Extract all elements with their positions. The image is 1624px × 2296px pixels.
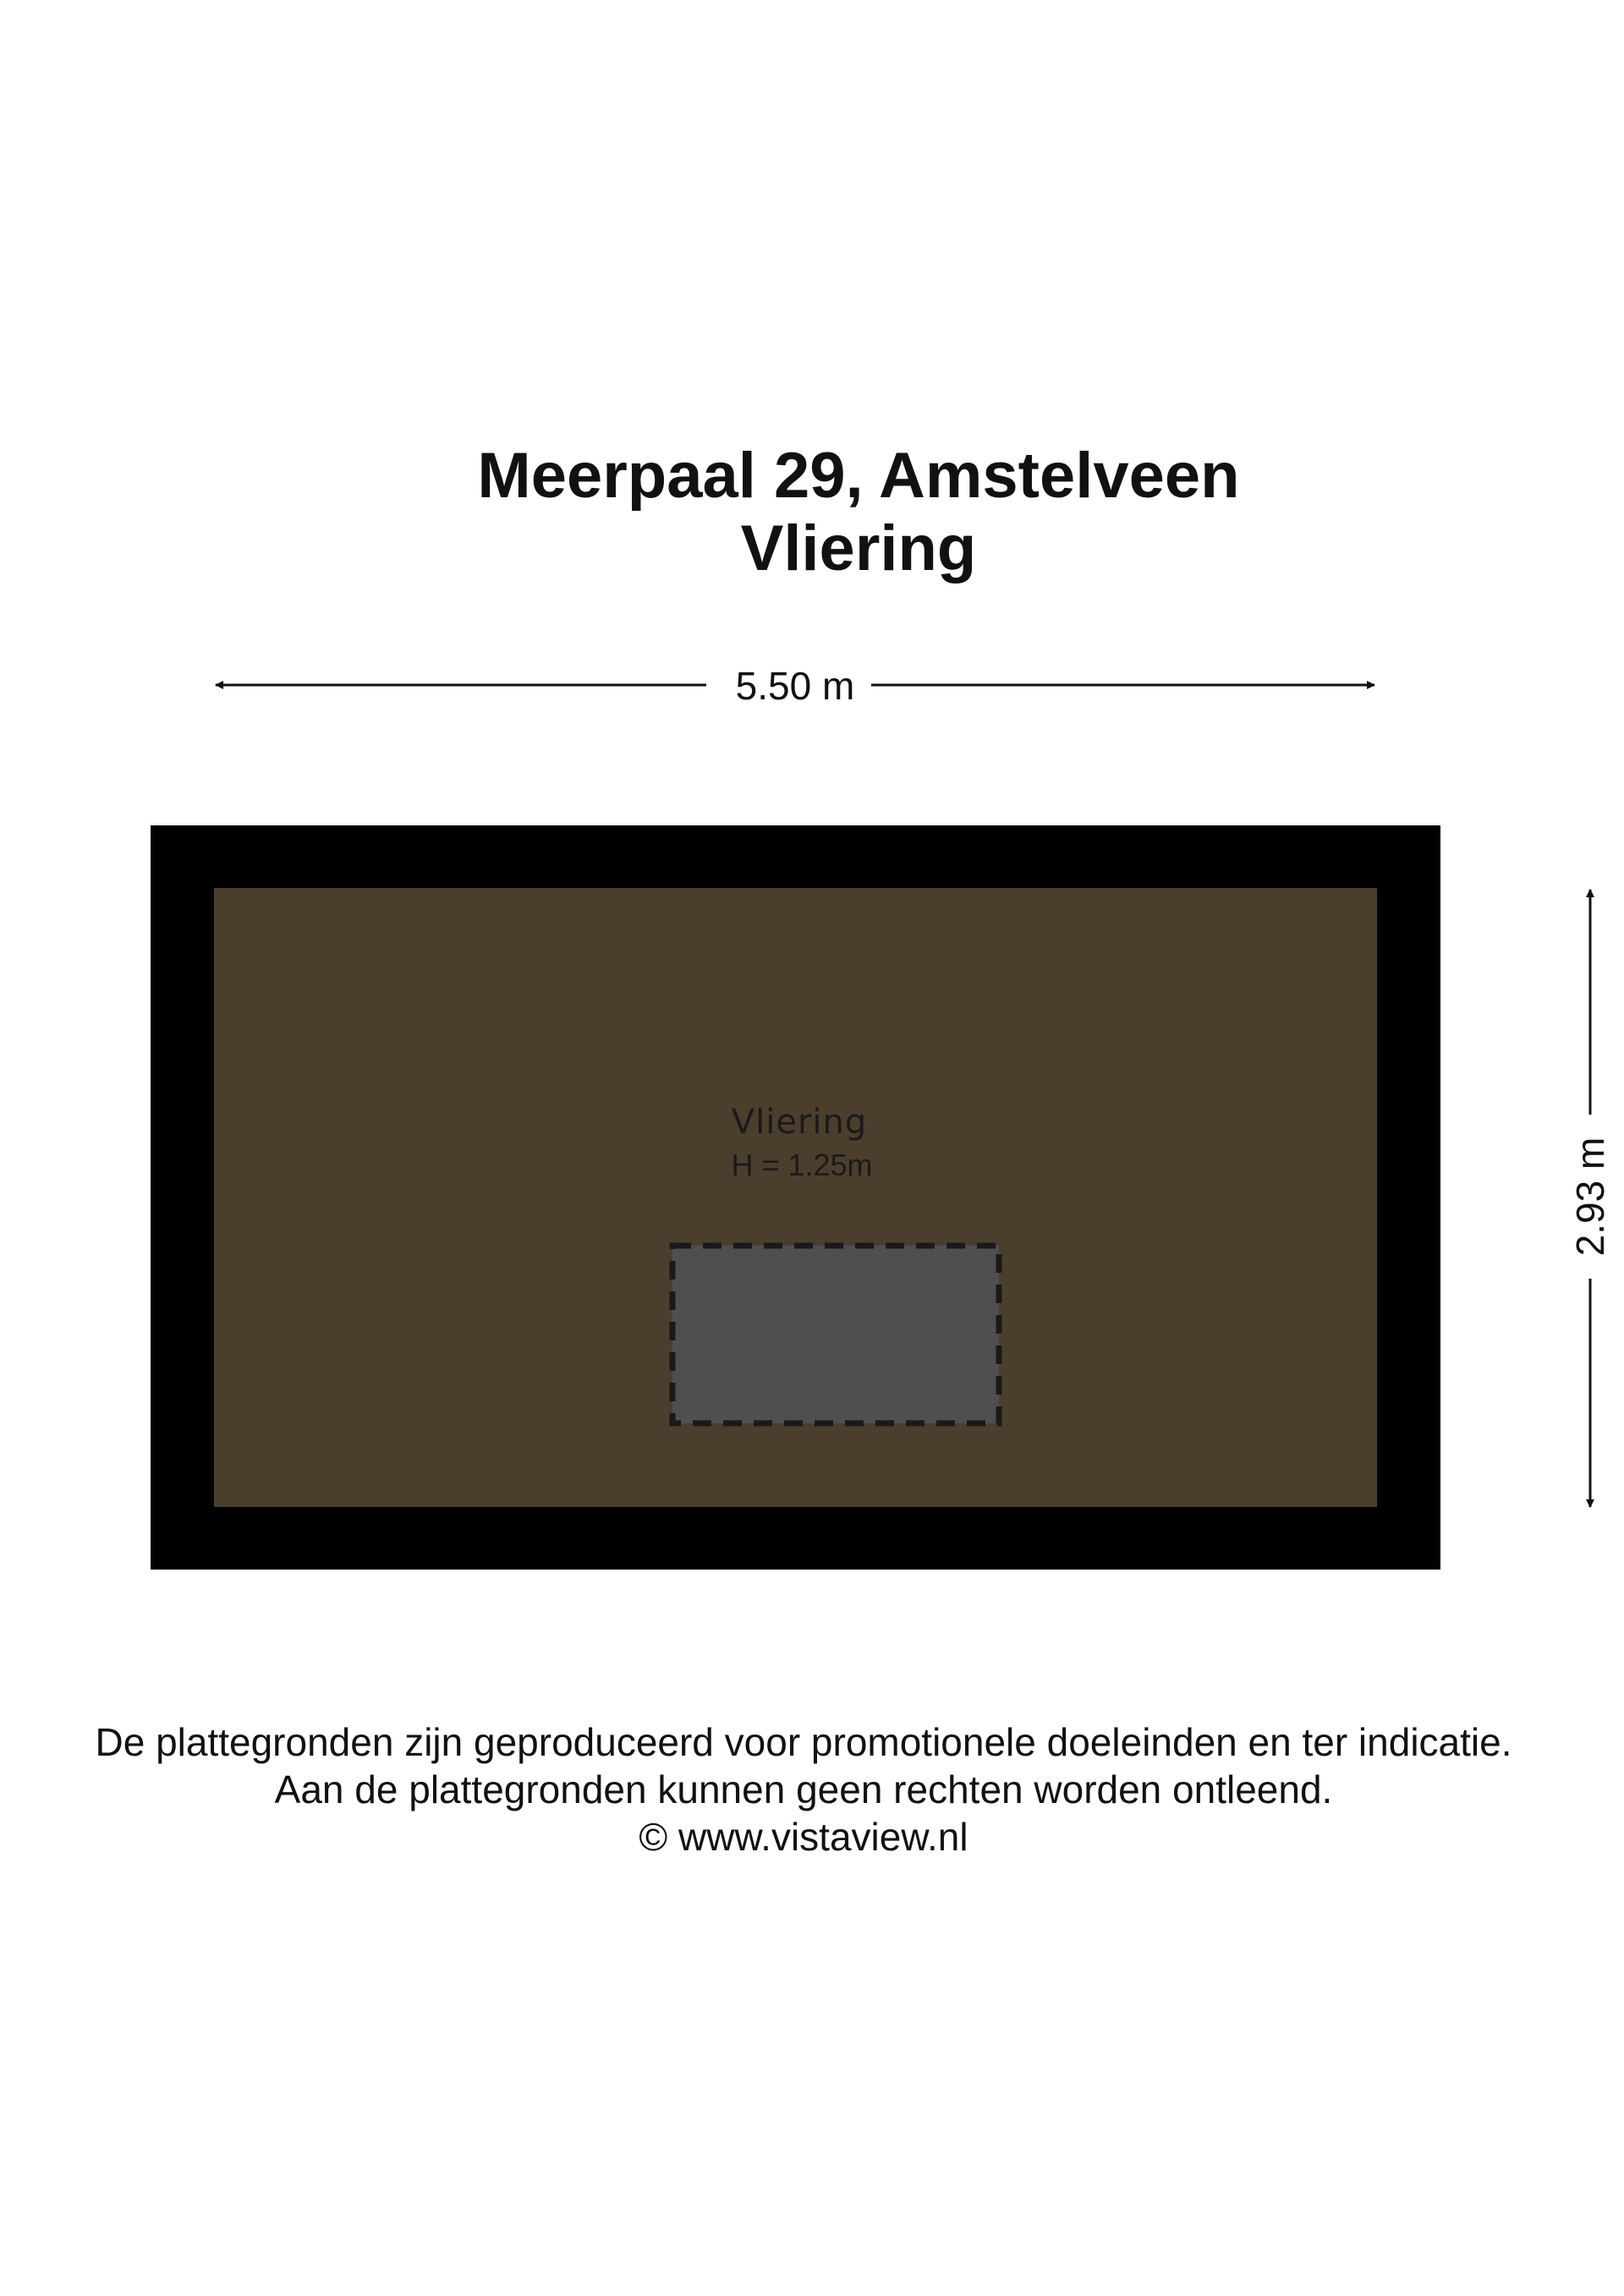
disclaimer [0,1718,1607,1860]
floor-title: Vliering [740,512,977,584]
page-title: Meerpaal 29, Amstelveen [477,440,1240,512]
room-height-label: H = 1.25m [731,1148,873,1182]
depth-dimension-label: 2.93 m [1568,1137,1612,1257]
room-name-label: Vliering [731,1103,868,1142]
width-dimension [216,664,1374,708]
disclaimer-line-2: Aan de plattegronden kunnen geen rechten worden ontleend. [274,1767,1333,1811]
disclaimer-line-1: De plattegronden zijn geproduceerd voor promotionele doeleinden en ter indicatie. [95,1720,1512,1764]
hatch-opening [672,1246,999,1423]
depth-dimension [1568,890,1612,1507]
width-dimension-label: 5.50 m [735,664,855,708]
copyright-text: © www.vistaview.nl [639,1815,968,1859]
